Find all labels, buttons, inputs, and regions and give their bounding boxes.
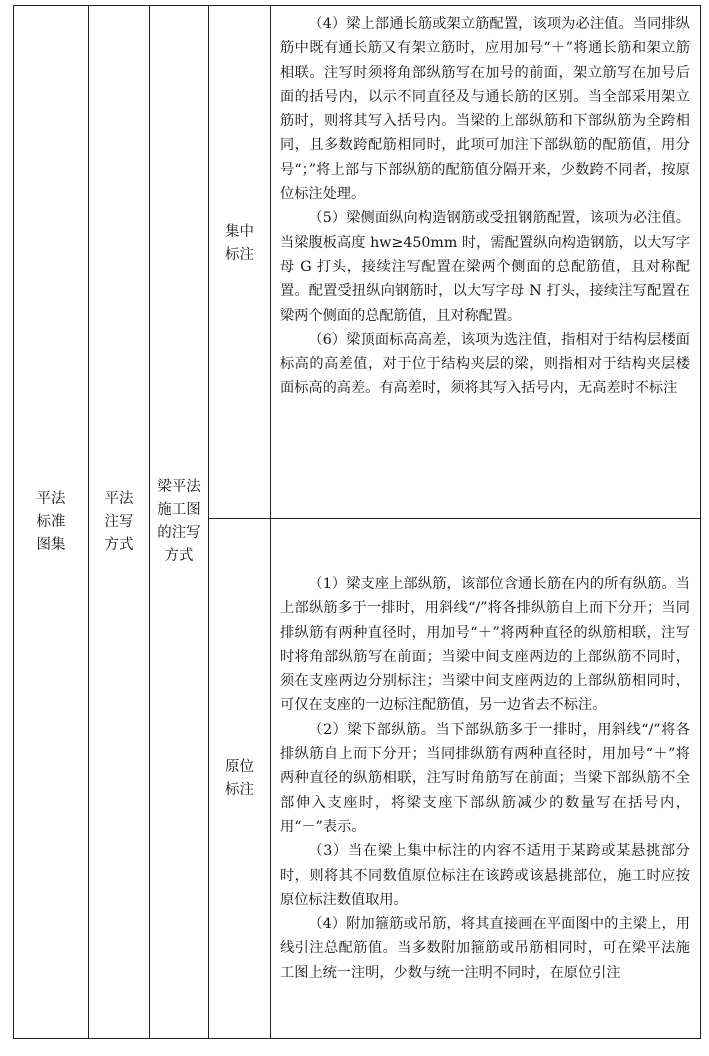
col3-line: 施工图 [157,502,201,518]
col1-line: 平法 [36,490,66,507]
col2-line: 注写 [104,513,134,530]
col2-line: 方式 [104,536,134,553]
col3-line: 的注写 [157,525,201,541]
paragraph: （6）梁顶面标高高差，该项为选注值，指相对于结构层楼面标高的高差值，对于位于结构夹层的梁，则指相对于结构夹层楼面标高的高差。有高差时，须将其写入括号内，无高差时不标注 [280,331,690,397]
concentrated-label [209,6,271,519]
concentrated-content [271,6,701,519]
col3-line: 梁平法 [157,479,201,495]
col1-line: 图集 [36,536,66,553]
inplace-content [271,519,701,1039]
concentrated-label-line: 集中 [225,224,254,240]
col3-line: 方式 [164,548,194,564]
inplace-label-line: 原位 [225,758,254,775]
col2-line: 平法 [104,490,134,507]
paragraph: （4）梁上部通长筋或架立筋配置，该项为必注值。当同排纵筋中既有通长筋又有架立筋时，应用加号“＋”将通长筋和架立筋相联。注写时须将角部纵筋写在加号的前面，架立筋写在加号后面的括号内，以示不同直径及与通长筋的区别。当全部采用架立筋时，则将其写入括号内。当梁的上部纵筋和下部纵筋为全跨相同，且多数跨配筋相同时，此项可加注下部纵筋的配筋值，用分号“；”将上部与下部纵筋的配筋值分隔开来，少数跨不同者，按原位标注处理。 [280,16,690,203]
col-standard-atlas [14,6,89,1039]
paragraph: （2）梁下部纵筋。当下部纵筋多于一排时，用斜线“/”将各排纵筋自上而下分开；当同排纵筋有两种直径时，用加号“＋”将两种直径的纵筋相联，注写时角筋写在前面；当梁下部纵筋不全部伸入支座时，将梁支座下部纵筋减少的数量写在括号内，用“－”表示。 [280,721,690,835]
concentrated-label-line: 标注 [225,247,254,263]
annotation-table [13,5,701,1039]
paragraph: （3）当在梁上集中标注的内容不适用于某跨或某悬挑部分时，则将其不同数值原位标注在该跨或该悬挑部位，施工时应按原位标注数值取用。 [280,843,690,908]
inplace-label [209,519,271,1039]
paragraph: （4）附加箍筋或吊筋，将其直接画在平面图中的主梁上，用线引注总配筋值。当多数附加箍筋或吊筋相同时，可在梁平法施工图上统一注明，少数与统一注明不同时，在原位引注 [280,916,690,981]
col-beam-drawing-method [150,6,209,1039]
inplace-label-line: 标注 [225,781,254,798]
col1-line: 标准 [36,513,66,530]
paragraph: （1）梁支座上部纵筋，该部位含通长筋在内的所有纵筋。当上部纵筋多于一排时，用斜线“/”将各排纵筋自上而下分开；当同排纵筋有两种直径时，用加号“＋”将两种直径的纵筋相联，注写时将角部纵筋写在前面；当梁中间支座两边的上部纵筋不同时，须在支座两边分别标注；当梁中间支座两边的上部纵筋相同时，可仅在支座的一边标注配筋值，另一边省去不标注。 [280,575,690,714]
paragraph: （5）梁侧面纵向构造钢筋或受扭钢筋配置，该项为必注值。当梁腹板高度 hw≥450mm 时，需配置纵向构造钢筋，以大写字母 G 打头，接续注写配置在梁两个侧面的总配筋值，且对称配置。配置受扭纵向钢筋时，以大写字母 N 打头，接续注写配置在梁两个侧面的总配筋值，且对称配置。 [280,210,690,324]
col-notation-method [89,6,150,1039]
